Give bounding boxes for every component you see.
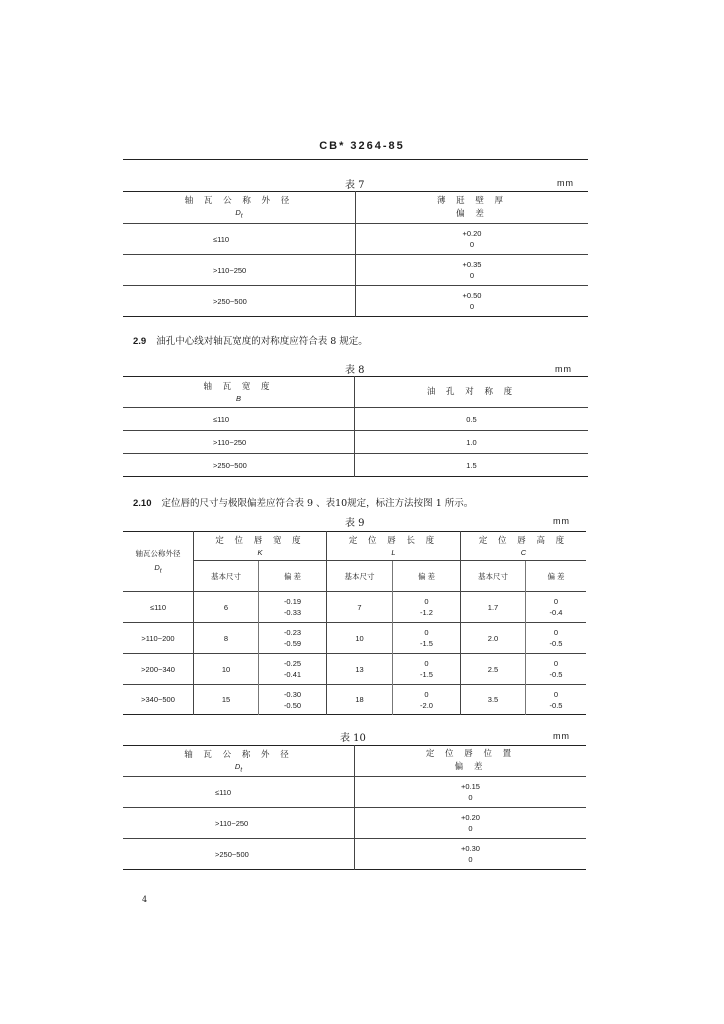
table9-caption: 表 9	[345, 518, 365, 529]
table9-group-k: 定 位 唇 宽 度 K	[194, 532, 327, 561]
table8	[123, 376, 588, 477]
table-row: ≤110 0.5	[123, 408, 588, 431]
table8-unit: mm	[555, 364, 572, 374]
table-row: ≤110 6 -0.19 -0.33 7 0 -1.2 1.7 0 -0.4	[123, 592, 586, 623]
table-row: >200~340 10 -0.25 -0.41 13 0 -1.5 2.5 0 -0.5	[123, 654, 586, 685]
header-rule	[123, 159, 588, 160]
table8-col1-header: 轴 瓦 宽 度 B	[203, 382, 274, 403]
table-row: >110~250 +0.35 0	[123, 255, 588, 286]
table9: 轴瓦公称外径 $D_t$ 定 位 唇 宽 度 K 定 位 唇 长 度 L 定 位 唇 高 度 C 基本尺寸 偏 差 基本尺寸 偏 差 基本尺寸 偏 差 ≤110 6 -0.19 -0.33 7 0 -1.2 1.7 0 -0.4 >110~200 8 -0.23 -0.59 10 0 -1.5 2.0 0 -0.5 >200~340 10 -0.25 -0.41 13 0 -1.5 2.5 0 -0.5 >340~500 15 -0.30 -0.50 18 0 -2.0 3.5 0 -0.5	[123, 531, 586, 715]
table8-col2-header: 油 孔 对 称 度	[355, 377, 589, 408]
paragraph-2-10: 2.10 定位唇的尺寸与极限偏差应符合表 9 、表10规定，标注方法按图 1 所示。	[133, 498, 474, 509]
table-row: >110~200 8 -0.23 -0.59 10 0 -1.5 2.0 0 -0.5	[123, 623, 586, 654]
table7-unit: mm	[557, 178, 574, 188]
table9-col0-header: 轴瓦公称外径 $D_t$	[135, 549, 181, 575]
table10	[123, 745, 586, 870]
table7-col2-header: 薄 瓩 壁 厚 偏 差	[356, 192, 589, 224]
table10-col1-header: 轴 瓦 公 称 外 径 $D_t$	[184, 749, 293, 774]
table7-col1-header: 轴 瓦 公 称 外 径 $D_t$	[184, 196, 294, 220]
table10-col2-header: 定 位 唇 位 置 偏 差	[355, 746, 587, 777]
table-row: >250~500 +0.30 0	[123, 839, 586, 870]
table9-group-l: 定 位 唇 长 度 L	[327, 532, 461, 561]
paragraph-2-9: 2.9 油孔中心线对轴瓦宽度的对称度应符合表 8 规定。	[133, 336, 368, 347]
page-number: 4	[142, 895, 148, 904]
table-row: ≤110 +0.20 0	[123, 224, 588, 255]
table9-unit: mm	[553, 516, 570, 526]
document-header: CB* 3264-85	[319, 140, 405, 152]
table-row: ≤110 +0.15 0	[123, 777, 586, 808]
table10-caption: 表 10	[340, 733, 366, 744]
table7	[123, 191, 588, 317]
table8-caption: 表 8	[345, 365, 365, 376]
table-row: >250~500 1.5	[123, 454, 588, 477]
table-row: >110~250 +0.20 0	[123, 808, 586, 839]
table10-unit: mm	[553, 731, 570, 741]
table-row: >250~500 +0.50 0	[123, 286, 588, 317]
table-row: >110~250 1.0	[123, 431, 588, 454]
table-row: >340~500 15 -0.30 -0.50 18 0 -2.0 3.5 0 -0.5	[123, 685, 586, 715]
table9-group-c: 定 位 唇 高 度 C	[461, 532, 587, 561]
table7-caption: 表 7	[345, 180, 365, 191]
